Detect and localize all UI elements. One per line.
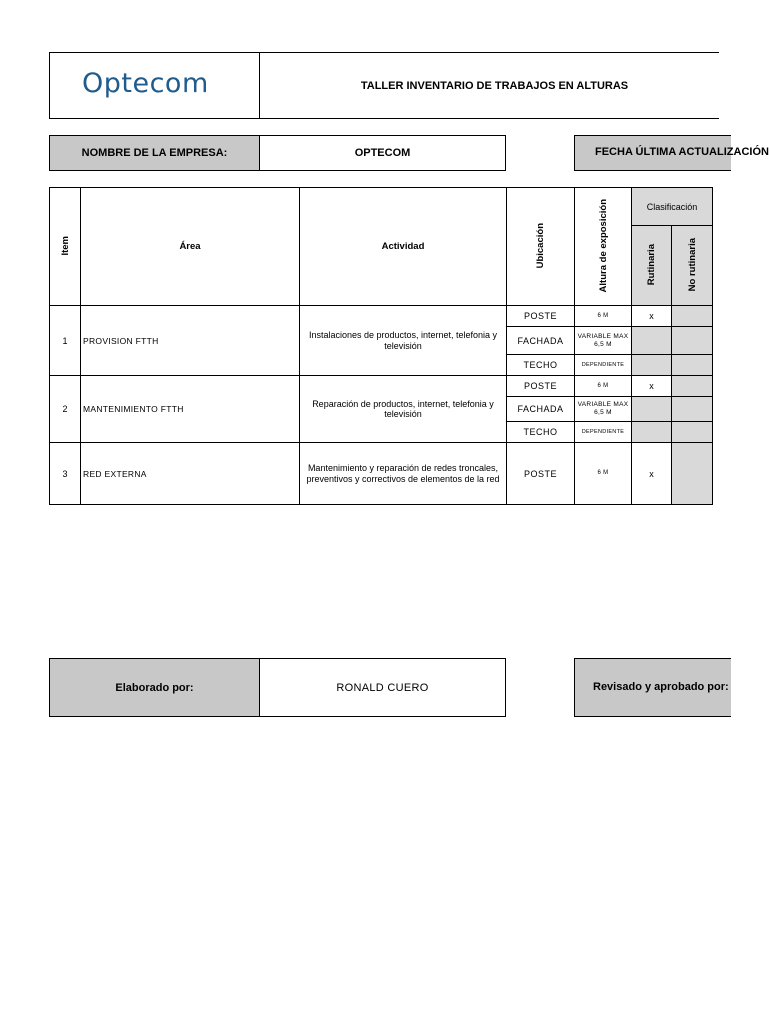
company-name-value: OPTECOM [259, 135, 506, 171]
item-number: 2 [50, 376, 81, 443]
item-number: 1 [50, 306, 81, 376]
table-row [50, 376, 713, 397]
altura-cell: 6 M [575, 306, 632, 327]
last-update-label: FECHA ÚLTIMA ACTUALIZACIÓN [595, 146, 769, 158]
area-cell: MANTENIMIENTO FTTH [81, 376, 300, 443]
ubicacion-cell: FACHADA [507, 327, 575, 355]
no-rutinaria-cell [672, 443, 713, 505]
ubicacion-cell: POSTE [507, 306, 575, 327]
table-row [50, 306, 713, 327]
rutinaria-cell [632, 422, 672, 443]
area-cell: RED EXTERNA [81, 443, 300, 505]
header-rutinaria: Rutinaria [632, 226, 672, 306]
revisado-label: Revisado y aprobado por: [593, 681, 729, 693]
header-ubicacion: Ubicación [507, 188, 575, 306]
header-area: Área [81, 188, 300, 306]
altura-cell: DEPENDIENTE [575, 355, 632, 376]
last-update-label-cell [574, 135, 769, 171]
altura-cell: 6 M [575, 376, 632, 397]
altura-cell: DEPENDIENTE [575, 422, 632, 443]
header-no-rutinaria: No rutinaria [672, 226, 713, 306]
header-actividad: Actividad [300, 188, 507, 306]
ubicacion-cell: TECHO [507, 355, 575, 376]
elaborado-value: RONALD CUERO [259, 658, 506, 717]
ubicacion-cell: FACHADA [507, 397, 575, 422]
company-name-label: NOMBRE DE LA EMPRESA: [49, 135, 260, 171]
rutinaria-cell: x [632, 306, 672, 327]
area-cell: PROVISION FTTH [81, 306, 300, 376]
no-rutinaria-cell [672, 376, 713, 397]
actividad-cell: Reparación de productos, internet, telefonia y televisión [300, 376, 507, 443]
no-rutinaria-cell [672, 397, 713, 422]
ubicacion-cell: POSTE [507, 376, 575, 397]
header-clasificacion: Clasificación [632, 188, 713, 226]
rutinaria-cell: x [632, 376, 672, 397]
revisado-label-cell [574, 658, 731, 717]
page-title: TALLER INVENTARIO DE TRABAJOS EN ALTURAS [360, 79, 629, 92]
header-altura: Altura de exposición [575, 188, 632, 306]
no-rutinaria-cell [672, 422, 713, 443]
actividad-cell: Instalaciones de productos, internet, telefonia y televisión [300, 306, 507, 376]
inventory-table [49, 187, 713, 505]
item-number: 3 [50, 443, 81, 505]
ubicacion-cell: TECHO [507, 422, 575, 443]
company-logo: Optecom [82, 68, 209, 99]
header-title-cell [259, 52, 719, 119]
rutinaria-cell: x [632, 443, 672, 505]
table-row [50, 443, 713, 505]
header-item: Item [50, 188, 81, 306]
altura-cell: VARIABLE MAX 6,5 M [575, 327, 632, 355]
no-rutinaria-cell [672, 355, 713, 376]
elaborado-label: Elaborado por: [49, 658, 260, 717]
no-rutinaria-cell [672, 306, 713, 327]
rutinaria-cell [632, 397, 672, 422]
rutinaria-cell [632, 355, 672, 376]
actividad-cell: Mantenimiento y reparación de redes troncales, preventivos y correctivos de elementos de la red [300, 443, 507, 505]
no-rutinaria-cell [672, 327, 713, 355]
rutinaria-cell [632, 327, 672, 355]
ubicacion-cell: POSTE [507, 443, 575, 505]
altura-cell: VARIABLE MAX 6,5 M [575, 397, 632, 422]
altura-cell: 6 M [575, 443, 632, 505]
